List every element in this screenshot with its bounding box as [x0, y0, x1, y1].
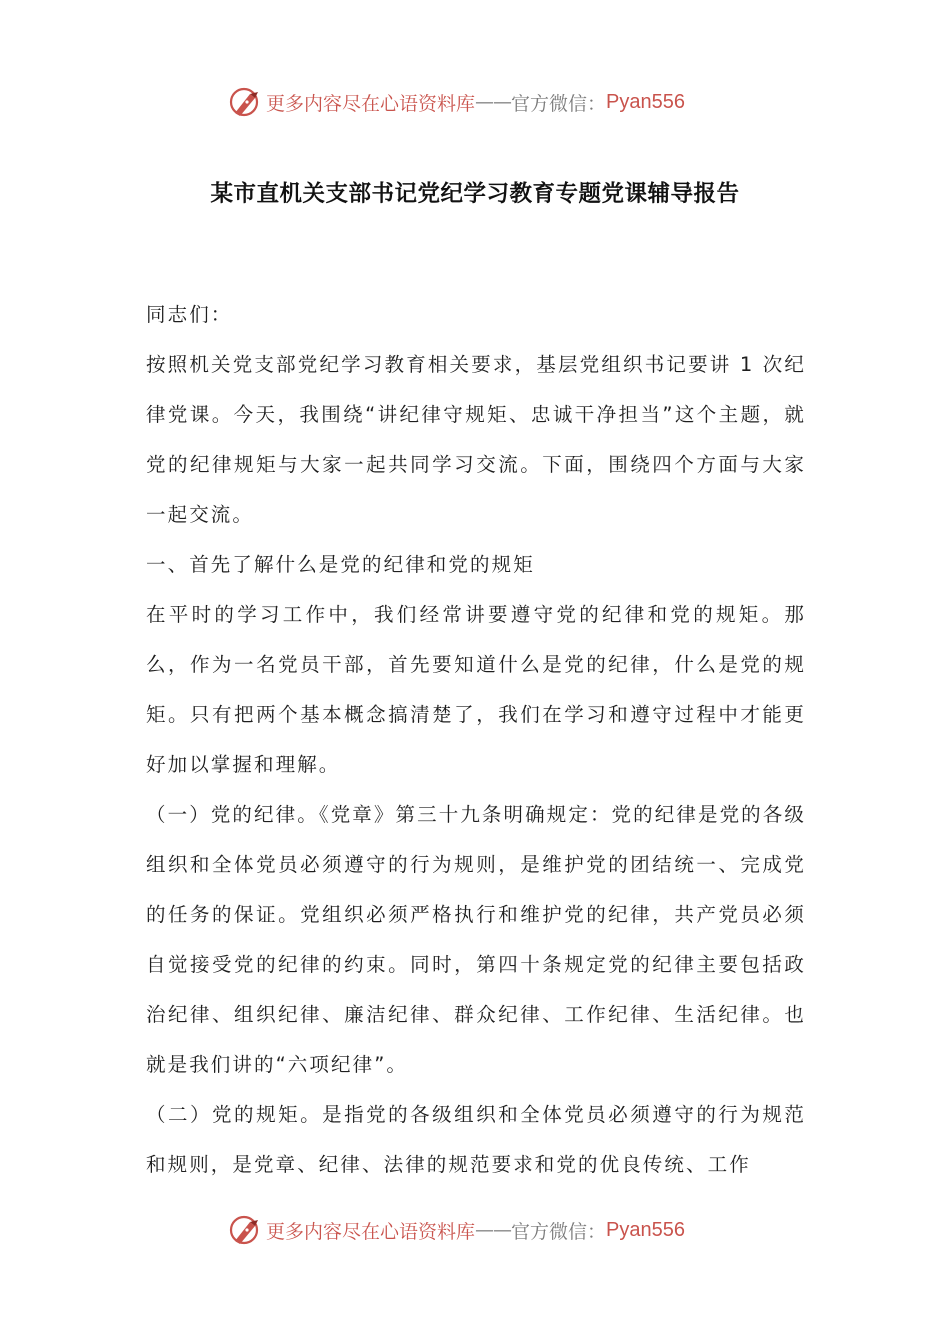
- pen-nib-logo-icon: [228, 85, 262, 119]
- pen-nib-logo-icon: [228, 1213, 262, 1247]
- paragraph: 按照机关党支部党纪学习教育相关要求，基层党组织书记要讲 1 次纪律党课。今天，我围绕“讲纪律守规矩、忠诚干净担当”这个主题，就党的纪律规矩与大家一起共同学习交流。下面，围绕四个方面与大家一起交流。: [146, 353, 806, 526]
- banner-wechat-label: 官方微信：: [511, 92, 607, 115]
- section-heading: 一、首先了解什么是党的纪律和党的规矩: [146, 553, 535, 576]
- footer-banner: [228, 1210, 685, 1250]
- document-body: [146, 290, 806, 1190]
- banner-wechat-id: Pyan556: [606, 90, 685, 113]
- banner-dash: ——: [475, 1219, 512, 1241]
- paragraph: （二）党的规矩。是指党的各级组织和全体党员必须遵守的行为规范和规则，是党章、纪律、法律的规范要求和党的优良传统、工作: [146, 1103, 806, 1176]
- banner-text: 更多内容尽在心语资料库: [266, 92, 476, 115]
- banner-dash: ——: [475, 91, 512, 113]
- banner-text: 更多内容尽在心语资料库: [266, 1220, 476, 1243]
- paragraph: （一）党的纪律。《党章》第三十九条明确规定：党的纪律是党的各级组织和全体党员必须遵守的行为规则，是维护党的团结统一、完成党的任务的保证。党组织必须严格执行和维护党的纪律，共产党员必须自觉接受党的纪律的约束。同时，第四十条规定党的纪律主要包括政治纪律、组织纪律、廉洁纪律、群众纪律、工作纪律、生活纪律。也就是我们讲的“六项纪律”。: [146, 803, 806, 1076]
- header-banner: [228, 82, 685, 122]
- document-title: 某市直机关支部书记党纪学习教育专题党课辅导报告: [210, 181, 740, 207]
- banner-wechat-id: Pyan556: [606, 1218, 685, 1241]
- banner-wechat-label: 官方微信：: [511, 1220, 607, 1243]
- paragraph: 在平时的学习工作中，我们经常讲要遵守党的纪律和党的规矩。那么，作为一名党员干部，首先要知道什么是党的纪律，什么是党的规矩。只有把两个基本概念搞清楚了，我们在学习和遵守过程中才能更好加以掌握和理解。: [146, 603, 806, 776]
- salutation: 同志们：: [146, 303, 233, 326]
